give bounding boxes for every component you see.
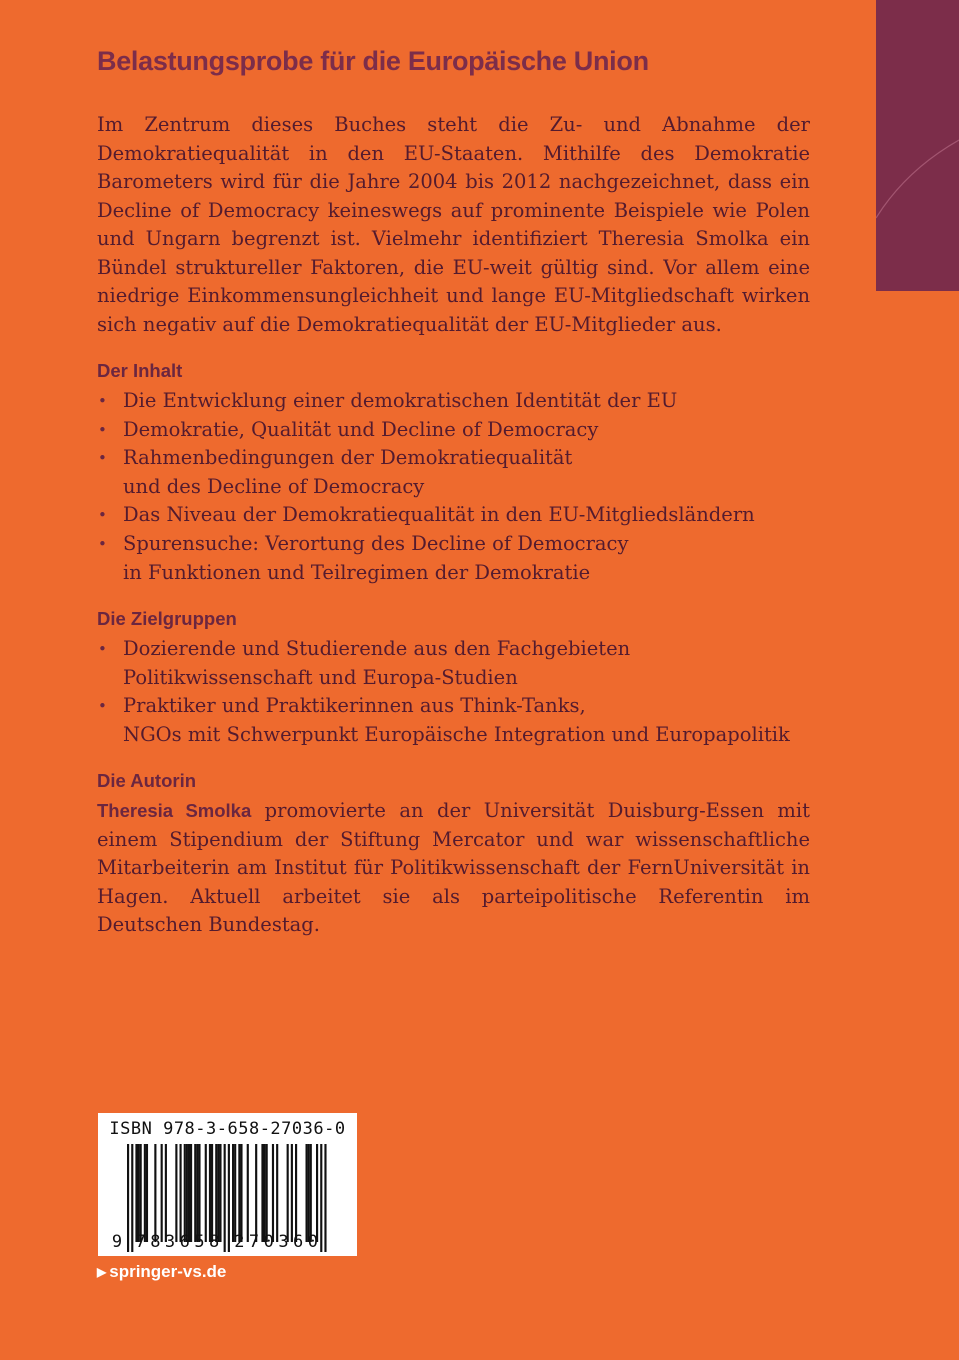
barcode-bar: [264, 1144, 266, 1242]
barcode-guard-bar: [320, 1144, 322, 1252]
barcode-bar: [180, 1144, 182, 1242]
barcode-bar: [276, 1144, 278, 1242]
list-item: • Praktiker und Praktikerinnen aus Think-Tanks, NGOs mit Schwerpunkt Europäische Integration und Europapolitik: [97, 692, 810, 749]
author-bio: promovierte an der Universität Duisburg-Essen mit einem Stipendium der Stiftung Mercator und war wissenschaftliche Mitarbeiterin am Institut für Politikwissenschaft der FernUniversität in Hagen. Aktuell arbeitet sie als parteipolitische Referentin im Deutschen Bundestag.: [97, 799, 810, 936]
barcode-guard-bar: [127, 1144, 129, 1252]
barcode-bar: [295, 1144, 297, 1242]
barcode-digit: 0: [263, 1232, 274, 1252]
barcode-digit: 2: [234, 1232, 245, 1252]
list-item: • Die Entwicklung einer demokratischen Identität der EU: [97, 387, 810, 416]
barcode-guard-bar: [224, 1144, 226, 1252]
list-item: • Rahmenbedingungen der Demokratiequalität und des Decline of Democracy: [97, 444, 810, 501]
barcode-bar: [272, 1144, 274, 1242]
heading-inhalt: Der Inhalt: [97, 360, 183, 381]
barcode-bar: [186, 1144, 188, 1242]
author-bio-paragraph: [97, 797, 810, 940]
barcode-bar: [287, 1144, 289, 1242]
barcode-digit: 6: [179, 1232, 190, 1252]
book-title: Belastungsprobe für die Europäische Union: [97, 46, 649, 76]
barcode-bar: [194, 1144, 196, 1242]
barcode-bar: [196, 1144, 198, 1242]
barcode-bar: [211, 1144, 213, 1242]
barcode-bar: [234, 1144, 236, 1242]
barcode-bar: [205, 1144, 207, 1242]
barcode-bar: [316, 1144, 318, 1242]
list-item: • Dozierende und Studierende aus den Fachgebieten Politikwissenschaft und Europa-Studien: [97, 635, 810, 692]
barcode-bar: [161, 1144, 163, 1242]
decorative-curve-icon: [876, 0, 959, 291]
barcode-bar: [291, 1144, 293, 1242]
list-item: • Das Niveau der Demokratiequalität in den EU-Mitgliedsländern: [97, 501, 810, 530]
list-zielgruppen: [97, 635, 810, 749]
barcode-digit: 8: [209, 1232, 220, 1252]
barcode-bar: [154, 1144, 156, 1242]
barcode-bar: [261, 1144, 263, 1242]
publisher-link-text: springer-vs.de: [109, 1262, 227, 1281]
barcode-digit: 9: [111, 1232, 123, 1252]
barcode-graphic: [98, 1113, 357, 1256]
barcode-bar: [306, 1144, 308, 1242]
barcode-bar: [138, 1144, 140, 1242]
barcode-digit: 5: [194, 1232, 205, 1252]
barcode-bar: [165, 1144, 167, 1242]
barcode-bar: [146, 1144, 148, 1242]
barcode-bar: [215, 1144, 217, 1242]
list-item: • Spurensuche: Verortung des Decline of Democracy in Funktionen und Teilregimen der Demokratie: [97, 530, 810, 587]
barcode-digit: 8: [150, 1232, 161, 1252]
barcode-guard-bar: [228, 1144, 230, 1252]
barcode-digit: 3: [164, 1232, 176, 1252]
publisher-link[interactable]: [97, 1262, 226, 1282]
barcode-bar: [238, 1144, 240, 1242]
author-name: Theresia Smolka: [97, 800, 252, 821]
barcode-bar: [247, 1144, 249, 1242]
list-item: • Demokratie, Qualität und Decline of Democracy: [97, 416, 810, 445]
barcode-bar: [140, 1144, 142, 1242]
heading-autorin: Die Autorin: [97, 770, 197, 791]
barcode-bar: [175, 1144, 177, 1242]
barcode-digit: 0: [307, 1232, 318, 1252]
barcode-bar: [308, 1144, 310, 1242]
barcode-bar: [255, 1144, 257, 1242]
barcode-digit: 7: [135, 1232, 146, 1252]
barcode-digit: 7: [248, 1232, 260, 1252]
barcode-digit: 3: [278, 1232, 289, 1252]
barcode-bar: [266, 1144, 268, 1242]
barcode-bar: [190, 1144, 192, 1242]
barcode-bar: [240, 1144, 242, 1242]
barcode-bar: [184, 1144, 186, 1242]
barcode-bar: [135, 1144, 137, 1242]
isbn-label: ISBN 978-3-658-27036-0: [109, 1119, 346, 1139]
book-description: Im Zentrum dieses Buches steht die Zu- und Abnahme der Demokratiequalität in den EU-Staaten. Mithilfe des Demokratie Barometers wird für die Jahre 2004 bis 2012 nachgezeichnet, dass ein Decline of Democracy keineswegs auf prominente Beispiele wie Polen und Ungarn begrenzt ist. Vielmehr identifiziert Theresia Smolka ein Bündel struktureller Faktoren, die EU-weit gültig sind. Vor allem eine niedrige Einkommensungleichheit und lange EU-Mitgliedschaft wirken sich negativ auf die Demokratiequalität der EU-Mitglieder aus.: [97, 113, 810, 336]
barcode-bar: [198, 1144, 200, 1242]
barcode-bar: [219, 1144, 221, 1242]
barcode-bar: [232, 1144, 234, 1242]
barcode-guard-bar: [324, 1144, 326, 1252]
triangle-right-icon: ▶: [97, 1265, 107, 1279]
barcode-bar: [209, 1144, 211, 1242]
barcode-bar: [310, 1144, 312, 1242]
list-inhalt: [97, 387, 810, 587]
corner-accent-panel: [876, 0, 959, 291]
heading-zielgruppen: Die Zielgruppen: [97, 608, 237, 629]
barcode-bar: [144, 1144, 146, 1242]
barcode-guard-bar: [131, 1144, 133, 1252]
isbn-barcode: [98, 1113, 357, 1256]
barcode-digit: 6: [293, 1232, 304, 1252]
barcode-bar: [217, 1144, 219, 1242]
barcode-bar: [188, 1144, 190, 1242]
